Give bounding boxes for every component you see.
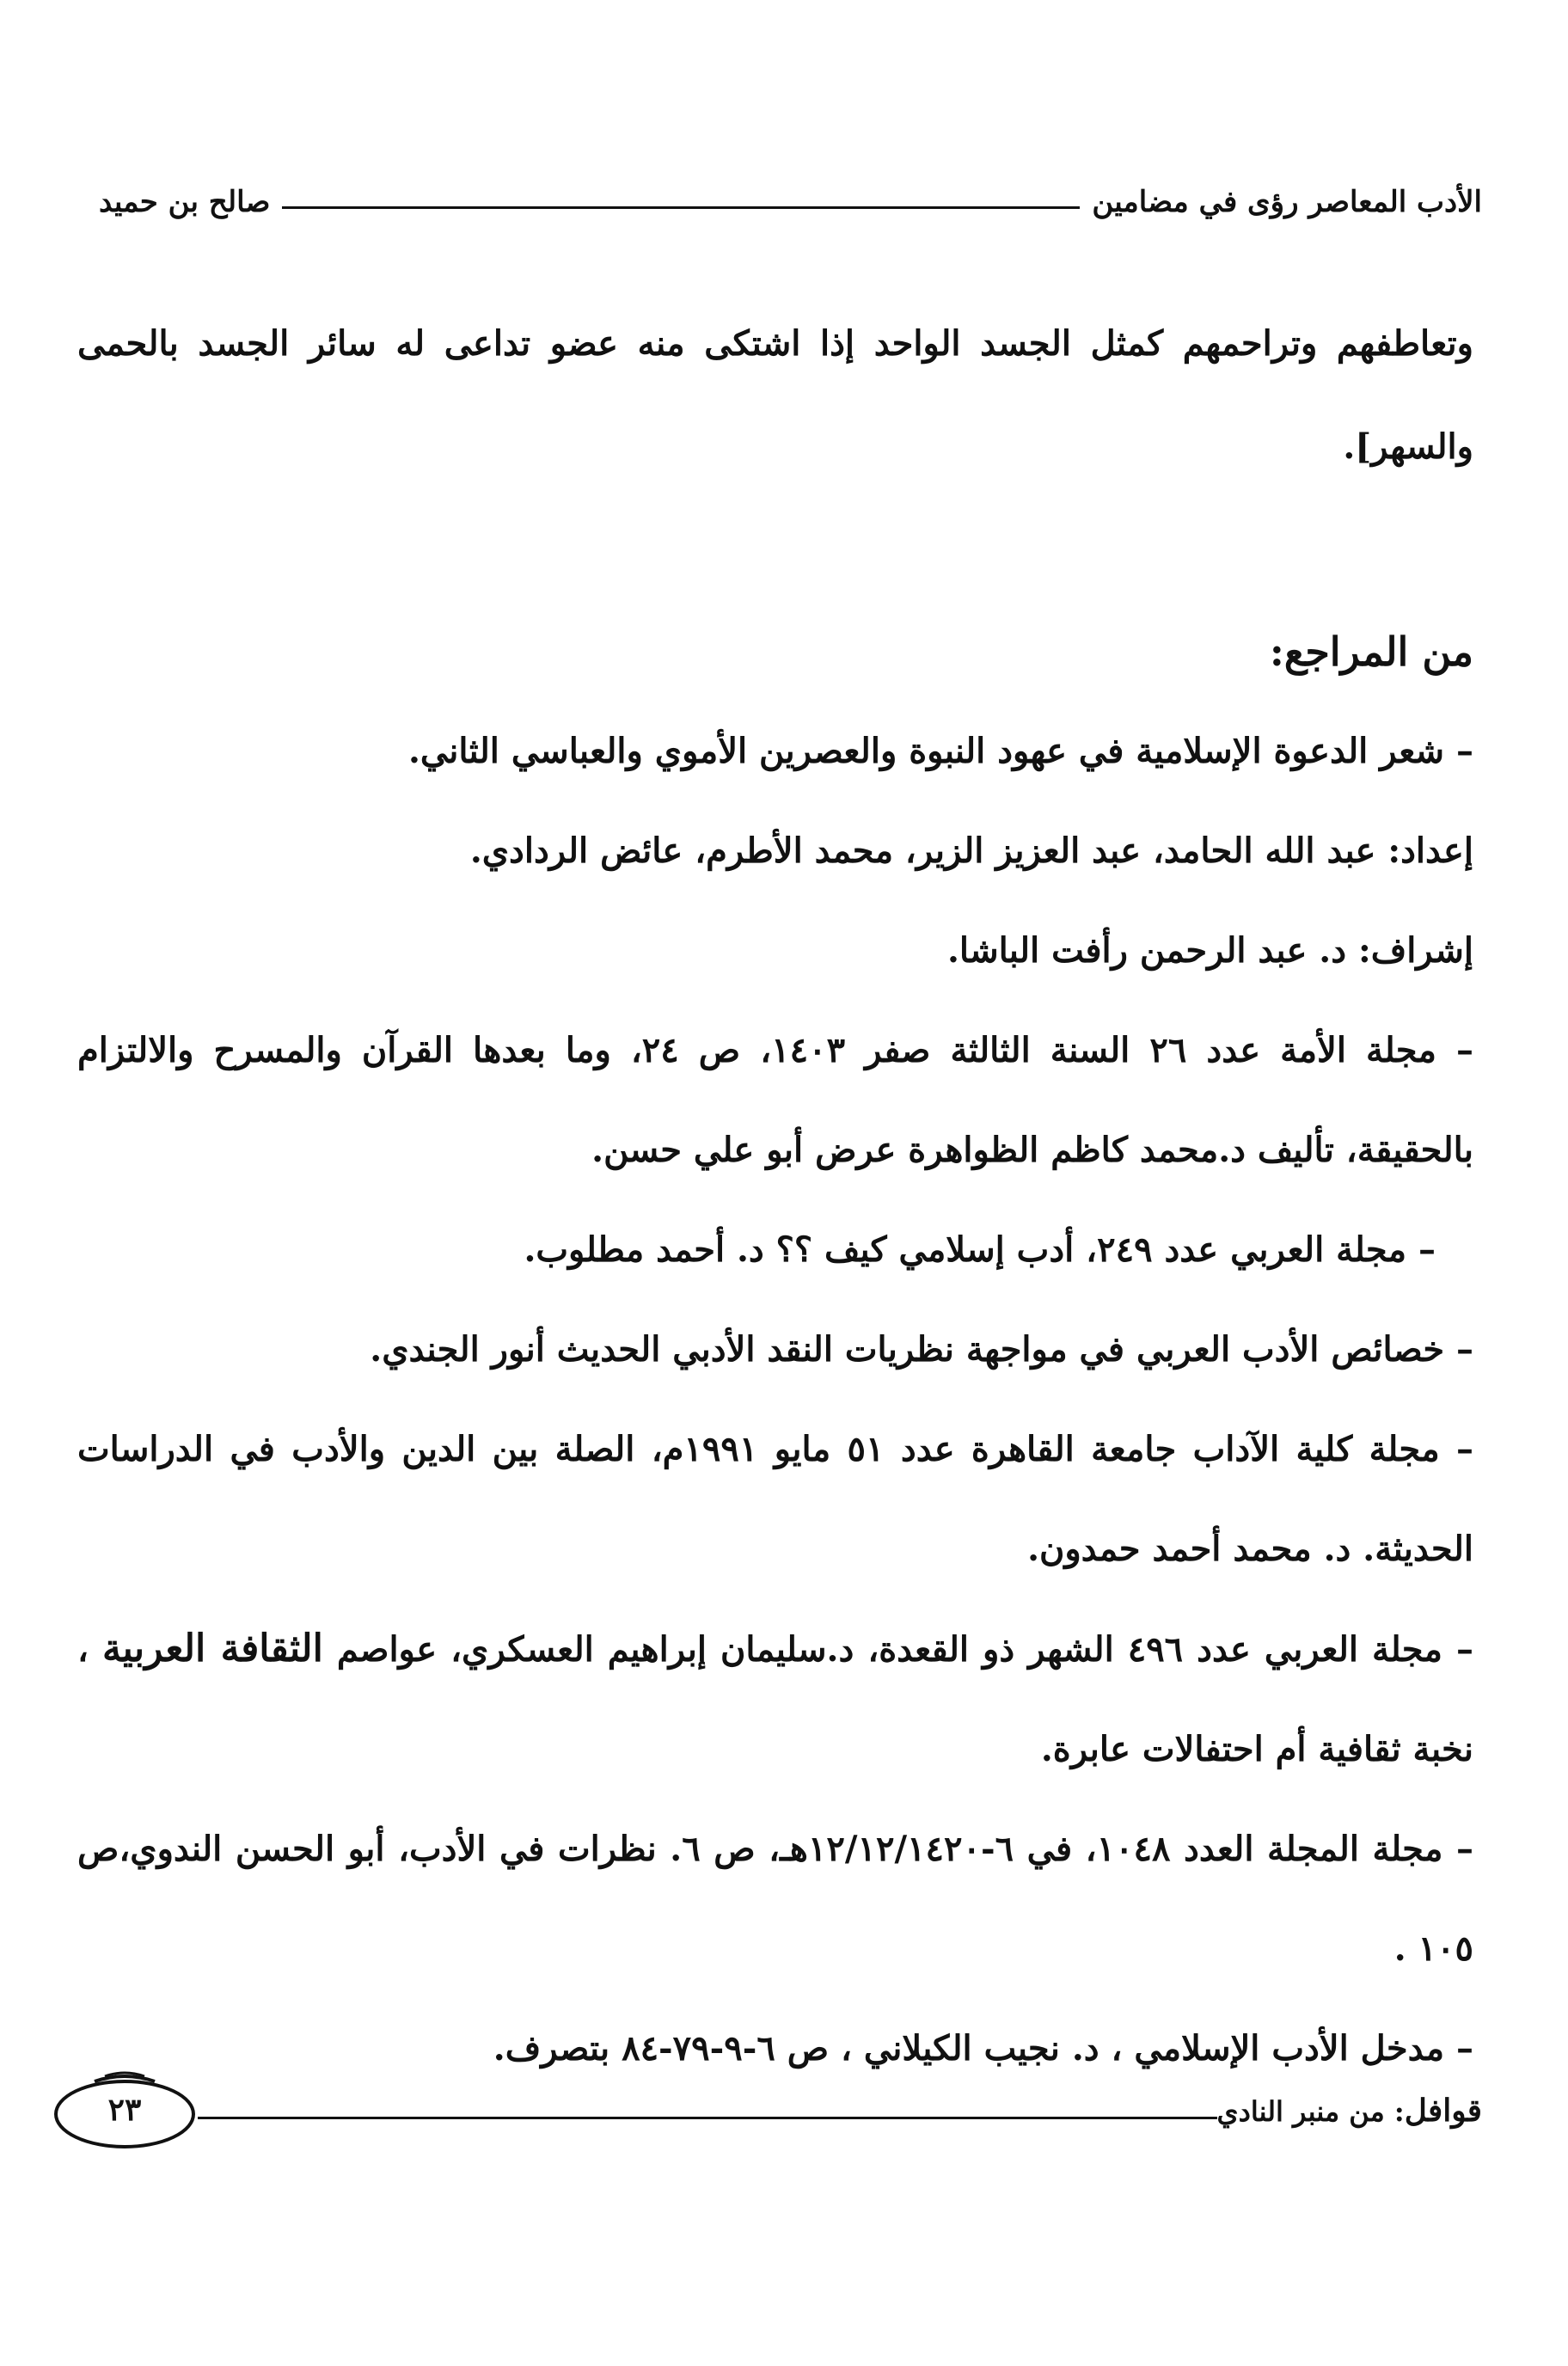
reference-item: – شعر الدعوة الإسلامية في عهود النبوة والعصرين الأموي والعباسي الثاني. <box>407 731 1473 771</box>
series-name: قوافل <box>1404 2093 1482 2129</box>
references-heading: من المراجع: <box>1269 628 1473 675</box>
reference-emphasis: الثقافة العربية <box>101 1627 323 1670</box>
header-rule <box>282 206 1080 209</box>
footer-series <box>1217 2093 1482 2129</box>
reference-item: إعداد: عبد الله الحامد، عبد العزيز الزير، محمد الأطرم، عائض الردادي. <box>469 831 1473 871</box>
reference-item <box>77 1599 1473 1799</box>
running-author: صالح بن حميد <box>99 185 271 219</box>
reference-item: – مدخل الأدب الإسلامي ، د. نجيب الكيلاني ، ص ٦-٩-٧٩-٨٤ بتصرف. <box>493 2028 1473 2069</box>
reference-item: – مجلة الأمة عدد ٢٦ السنة الثالثة صفر ١٤٠٣، ص ٢٤، وما بعدها القرآن والمسرح والالتزام بالحقيقة، تأليف د.محمد كاظم الظواهرة عرض أبو علي حسن. <box>77 1030 1473 1170</box>
intro-paragraph: وتعاطفهم وتراحمهم كمثل الجسد الواحد إذا اشتكى منه عضو تداعى له سائر الجسد بالحمى والسهر]. <box>77 323 1473 467</box>
reference-item-text: ، نخبة ثقافية أم احتفالات عابرة. <box>77 1629 1473 1769</box>
series-subtitle: : من منبر النادي <box>1216 2095 1405 2128</box>
page-number-badge <box>52 2069 198 2152</box>
page-header <box>99 176 1482 228</box>
page-body <box>77 292 1473 2099</box>
reference-item: – مجلة العربي عدد ٢٤٩، أدب إسلامي كيف ؟؟ د. أحمد مطلوب. <box>524 1229 1436 1270</box>
reference-item: إشراف: د. عبد الرحمن رأفت الباشا. <box>946 930 1473 971</box>
footer-rule <box>198 2117 1217 2119</box>
page-number: ٢٣ <box>107 2092 142 2128</box>
reference-item: – مجلة كلية الآداب جامعة القاهرة عدد ٥١ مايو ١٩٩١م، الصلة بين الدين والأدب في الدراسات الحديثة. د. محمد أحمد حمدون. <box>77 1429 1473 1569</box>
reference-item-text: – مجلة العربي عدد ٤٩٦ الشهر ذو القعدة، د.سليمان إبراهيم العسكري، عواصم <box>336 1629 1474 1670</box>
reference-item: – خصائص الأدب العربي في مواجهة نظريات النقد الأدبي الحديث أنور الجندي. <box>370 1329 1473 1370</box>
reference-item: – مجلة المجلة العدد ١٠٤٨، في ٦-١٢/١٢/١٤٢٠هـ، ص ٦. نظرات في الأدب، أبو الحسن الندوي،ص ١٠٥ . <box>77 1829 1473 1969</box>
page-footer <box>52 2063 1482 2158</box>
running-title: الأدب المعاصر رؤى في مضامين <box>1092 185 1482 219</box>
